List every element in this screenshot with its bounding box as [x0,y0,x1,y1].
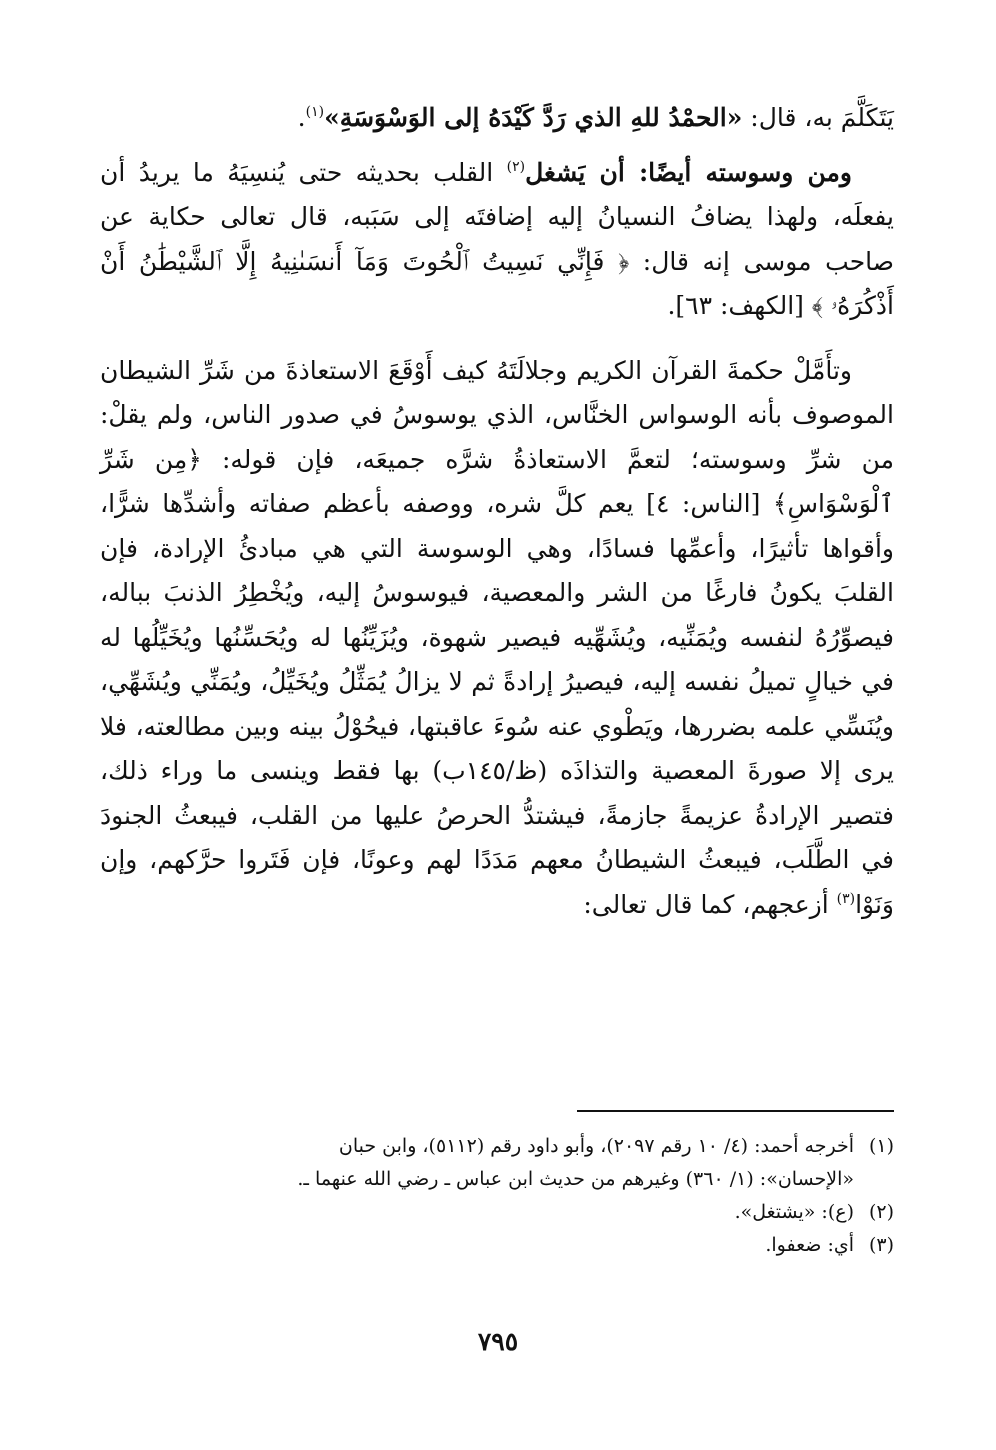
footnote-1-line1: أخرجه أحمد: (٤/ ١٠ رقم ٢٠٩٧)، وأبو داود رقم (٥١١٢)، وابن حبان [338,1135,854,1157]
footnote-3-number: (٣) [868,1234,894,1256]
footnotes [100,1130,894,1262]
p1-hadith-quote: «الحمْدُ للهِ الذي رَدَّ كَيْدَهُ إلى الوَسْوَسَةِ» [324,103,743,132]
footnote-separator [577,1110,894,1112]
footnote-1 [100,1130,894,1163]
p1-end: . [297,103,306,132]
footnote-2-number: (٢) [868,1201,894,1223]
p2-lead: ومن وسوسته أيضًا: أن يَشغل [525,157,852,187]
p1-text: يَتَكَلَّمَ به، قال: [742,103,894,132]
p3-text-c: أزعجهم، كما قال تعالى: [583,889,837,919]
page-number: ٧٩٥ [477,1327,519,1356]
paragraph-2 [100,151,894,329]
footnote-2-text: (ع): «يشتغل». [734,1201,854,1223]
footnote-1-number: (١) [868,1135,894,1157]
quran-verse-kahf: ﴿ فَإِنِّي نَسِيتُ ٱلْحُوتَ وَمَآ أَنسَىٰنِيهُ إِلَّا ٱلشَّيْطَٰنُ أَنْ أَذْكُرَهُۥ ﴾ [100,246,894,320]
verse-citation-kahf: [الكهف: ٦٣]. [667,291,812,320]
footnote-ref-2[interactable]: (٢) [506,158,526,175]
p2-text: القلب بحديثه حتى يُنسِيَهُ ما يريدُ أن يفعلَه، ولهذا يضافُ النسيانُ إليه إضافتَه إلى سَبَبه، قال تعالى حكاية عن صاحب موسى إنه قال: [100,157,894,276]
paragraph-3 [100,349,894,928]
main-text [100,96,894,927]
footnote-ref-1[interactable]: (١) [305,104,325,120]
paragraph-1 [100,96,894,141]
footnote-ref-3[interactable]: (٣) [836,890,856,907]
footnote-2 [100,1196,894,1229]
footnote-1-continued [100,1163,894,1196]
p3-text-b: [الناس: ٤] يعم كلَّ شره، ووصفه بأعظم صفاته وأشدِّها شرًّا، وأقواها تأثيرًا، وأعمِّها فسادًا، وهي الوسوسة التي هي مبادئُ الإرادة، فإن القلبَ يكونُ فارغًا من الشر والمعصية، فيوسوسُ إليه، ويُخْطِرُ الذنبَ بباله، فيصوِّرُهُ لنفسه ويُمَنِّيه، ويُشَهِّيه فيصير شهوة، ويُزَيِّنُها له ويُحَسِّنُها ويُخَيِّلُها له في خيالٍ تميلُ نفسه إليه، فيصيرُ إرادةً ثم لا يزالُ يُمَثِّلُ ويُخَيِّلُ، ويُمَنِّي ويُشَهِّي، ويُنَسِّي علمه بضررها، ويَطْوي عنه سُوءَ عاقبتها، فيحُوْلُ بينه وبين مطالعته، فلا يرى إلا صورةَ المعصية والتذاذَه (ظ/١٤٥ب) بها فقط وينسى ما وراء ذلك، فتصير الإرادةُ عزيمةً جازمةً، فيشتدُّ الحرصُ عليها من القلب، فيبعثُ الجنودَ في الطَّلَب، فيبعثُ الشيطانُ معهم مَدَدًا لهم وعونًا، فإن فَتَروا حرَّكهم، وإن وَنَوْا [100,489,894,919]
footnote-3-text: أي: ضعفوا. [765,1234,854,1256]
footnote-3 [100,1229,894,1262]
footnote-1-line2: «الإحسان»: (١/ ٣٦٠) وغيرهم من حديث ابن عباس ـ رضي الله عنهما ـ. [297,1168,854,1190]
quran-verse-nas: ﴿مِن شَرِّ ٱلْوَسْوَاسِ﴾ [100,444,895,518]
p3-text-a: وتأَمَّلْ حكمةَ القرآن الكريم وجلالَتَهُ كيف أَوْقَعَ الاستعاذةَ من شَرِّ الشيطان الموصوف بأنه الوسواس الخنَّاس، الذي يوسوسُ في صدور الناس، ولم يقلْ: من شرِّ وسوسته؛ لتعمَّ الاستعاذةُ شرَّه جميعَه، فإن قوله: [100,355,894,474]
